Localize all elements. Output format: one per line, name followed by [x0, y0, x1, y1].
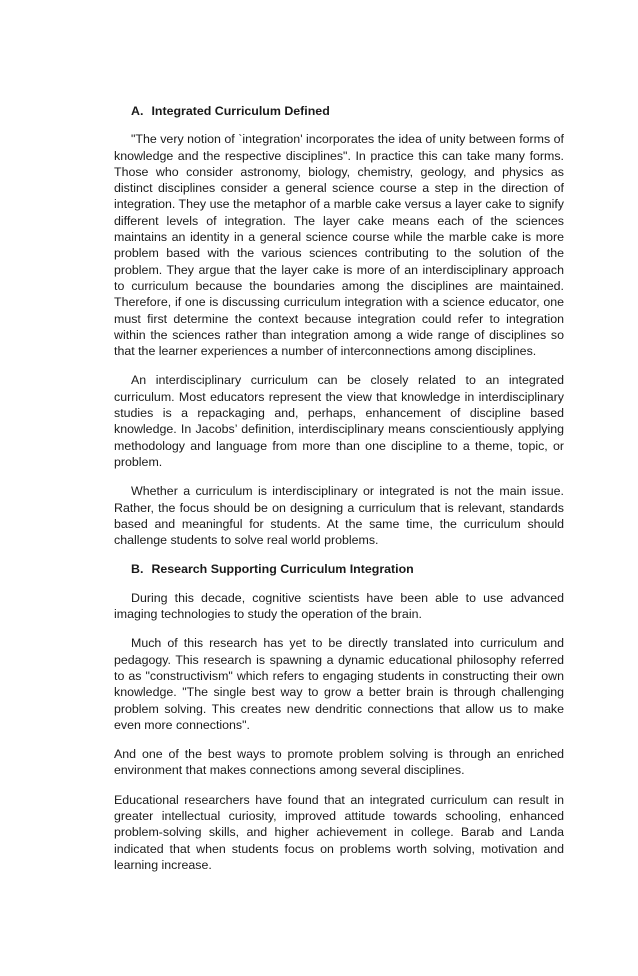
section-a-heading — [114, 103, 564, 119]
section-b-paragraph-3: And one of the best ways to promote problem solving is through an enriched environment that makes connections among several disciplines. — [114, 747, 564, 778]
document-page — [114, 103, 564, 886]
section-a-title: Integrated Curriculum Defined — [151, 104, 330, 118]
section-b-heading — [114, 561, 564, 577]
section-b-paragraph-4: Educational researchers have found that an integrated curriculum can result in greater intellectual curiosity, improved attitude towards schooling, enhanced problem-solving skills, and higher achievement in college. Barab and Landa indicated that when students focus on problems worth solving, motivation and learning increase. — [114, 792, 564, 872]
section-b-paragraph-1: During this decade, cognitive scientists have been able to use advanced imaging technologies to study the operation of the brain. — [114, 590, 564, 622]
section-a-label: A. — [131, 104, 144, 118]
section-b-paragraph-2: Much of this research has yet to be directly translated into curriculum and pedagogy. This research is spawning a dynamic educational philosophy referred to as "constructivism" which refers to engaging students in constructing their own knowledge. "The single best way to grow a better brain is through challenging problem solving. This creates new dendritic connections that allow us to make even more connections". — [114, 636, 564, 732]
section-a-paragraph-3: Whether a curriculum is interdisciplinary or integrated is not the main issue. Rather, the focus should be on designing a curriculum that is relevant, standards based and meaningful for students. At the same time, the curriculum should challenge students to solve real world problems. — [114, 484, 564, 548]
section-a-paragraph-2: An interdisciplinary curriculum can be closely related to an integrated curriculum. Most educators represent the view that knowledge in interdisciplinary studies is a repackaging and, perhaps, enhancement of discipline based knowledge. In Jacobs’ definition, interdisciplinary means conscientiously applying methodology and language from more than one discipline to a theme, topic, or problem. — [114, 373, 564, 469]
section-b-label: B. — [131, 562, 144, 577]
section-b-title: Research Supporting Curriculum Integration — [151, 562, 414, 577]
section-a-paragraph-1: "The very notion of `integration' incorporates the idea of unity between forms of knowledge and the respective disciplines". In practice this can take many forms. Those who consider astronomy, biology, chemistry, geology, and physics as distinct disciplines consider a general science course a step in the direction of integration. They use the metaphor of a marble cake versus a layer cake to signify different levels of integration. The layer cake means each of the sciences maintains an identity in a general science course while the marble cake is more problem based with the various sciences contributing to the solution of the problem. They argue that the layer cake is more of an interdisciplinary approach to curriculum because the boundaries among the disciplines are maintained. Therefore, if one is discussing curriculum integration with a science educator, one must first determine the context because integration could refer to integration within the sciences rather than integration among a wide range of disciplines so that the learner experiences a number of interconnections among disciplines. — [114, 132, 564, 359]
